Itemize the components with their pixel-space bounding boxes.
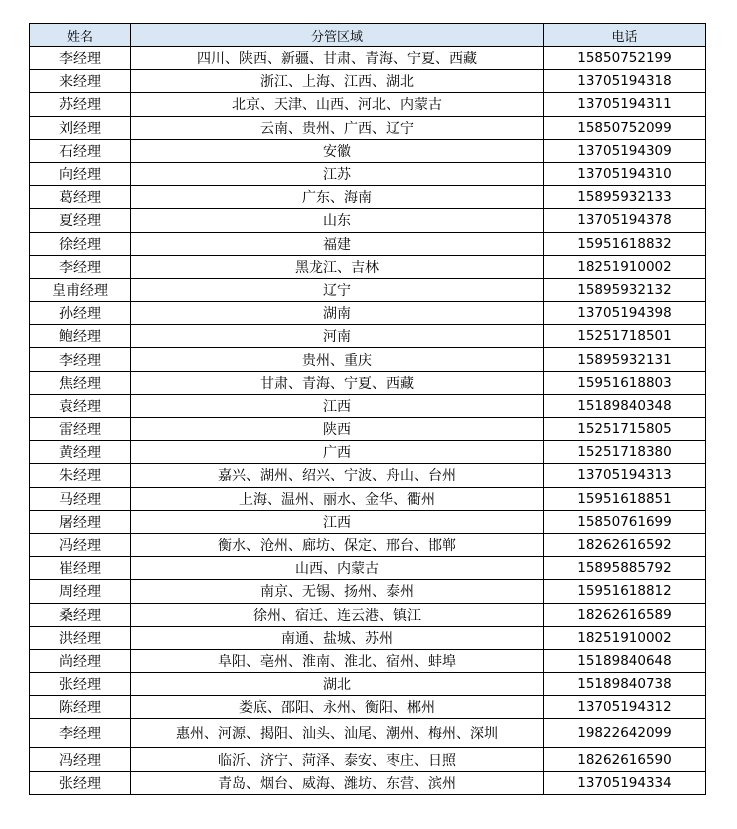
table-row — [30, 673, 706, 696]
phone-cell: 15951618812 — [544, 580, 706, 603]
area-cell: 山东 — [131, 209, 544, 232]
area-cell: 辽宁 — [131, 278, 544, 301]
table-row — [30, 748, 706, 771]
phone-cell: 15895932132 — [544, 278, 706, 301]
name-cell: 李经理 — [30, 348, 131, 371]
table-row — [30, 603, 706, 626]
phone-cell: 13705194398 — [544, 302, 706, 325]
table-row — [30, 580, 706, 603]
area-cell: 湖北 — [131, 673, 544, 696]
name-cell: 屠经理 — [30, 510, 131, 533]
table-row — [30, 394, 706, 417]
table-row — [30, 441, 706, 464]
table-row — [30, 93, 706, 116]
phone-cell: 18262616589 — [544, 603, 706, 626]
table-row — [30, 186, 706, 209]
area-cell: 安徽 — [131, 139, 544, 162]
name-cell: 李经理 — [30, 255, 131, 278]
name-cell: 冯经理 — [30, 748, 131, 771]
table-row — [30, 557, 706, 580]
name-cell: 鲍经理 — [30, 325, 131, 348]
area-cell: 江西 — [131, 510, 544, 533]
table-row — [30, 371, 706, 394]
table-row — [30, 649, 706, 672]
name-cell: 皇甫经理 — [30, 278, 131, 301]
name-cell: 黄经理 — [30, 441, 131, 464]
table-row — [30, 418, 706, 441]
area-cell: 江西 — [131, 394, 544, 417]
table-row — [30, 696, 706, 719]
phone-cell: 13705194318 — [544, 70, 706, 93]
area-cell: 河南 — [131, 325, 544, 348]
phone-cell: 15189840348 — [544, 394, 706, 417]
name-cell: 孙经理 — [30, 302, 131, 325]
name-cell: 桑经理 — [30, 603, 131, 626]
name-cell: 张经理 — [30, 673, 131, 696]
name-cell: 崔经理 — [30, 557, 131, 580]
area-cell: 江苏 — [131, 162, 544, 185]
name-cell: 周经理 — [30, 580, 131, 603]
name-cell: 李经理 — [30, 47, 131, 70]
phone-cell: 13705194334 — [544, 771, 706, 794]
area-cell: 南京、无锡、扬州、泰州 — [131, 580, 544, 603]
phone-cell: 15951618832 — [544, 232, 706, 255]
name-cell: 洪经理 — [30, 626, 131, 649]
table-row — [30, 209, 706, 232]
table-row — [30, 510, 706, 533]
table-row — [30, 348, 706, 371]
table-row — [30, 487, 706, 510]
table-row — [30, 464, 706, 487]
name-cell: 陈经理 — [30, 696, 131, 719]
phone-cell: 13705194311 — [544, 93, 706, 116]
area-cell: 湖南 — [131, 302, 544, 325]
phone-cell: 15189840738 — [544, 673, 706, 696]
area-cell: 广西 — [131, 441, 544, 464]
area-cell: 阜阳、亳州、淮南、淮北、宿州、蚌埠 — [131, 649, 544, 672]
name-cell: 袁经理 — [30, 394, 131, 417]
phone-cell: 15251718380 — [544, 441, 706, 464]
table-row — [30, 325, 706, 348]
name-cell: 雷经理 — [30, 418, 131, 441]
area-cell: 徐州、宿迁、连云港、镇江 — [131, 603, 544, 626]
phone-cell: 18251910002 — [544, 626, 706, 649]
area-cell: 福建 — [131, 232, 544, 255]
name-cell: 苏经理 — [30, 93, 131, 116]
area-cell: 青岛、烟台、威海、潍坊、东营、滨州 — [131, 771, 544, 794]
phone-cell: 15951618803 — [544, 371, 706, 394]
phone-cell: 18251910002 — [544, 255, 706, 278]
phone-cell: 15850752199 — [544, 47, 706, 70]
phone-cell: 15251718501 — [544, 325, 706, 348]
table-row — [30, 278, 706, 301]
name-cell: 石经理 — [30, 139, 131, 162]
phone-cell: 15850761699 — [544, 510, 706, 533]
phone-cell: 15895885792 — [544, 557, 706, 580]
phone-cell: 13705194378 — [544, 209, 706, 232]
phone-cell: 13705194313 — [544, 464, 706, 487]
phone-cell: 13705194312 — [544, 696, 706, 719]
phone-cell: 13705194310 — [544, 162, 706, 185]
table-row — [30, 47, 706, 70]
manager-region-table — [29, 23, 706, 795]
manager-table-container — [29, 23, 706, 795]
phone-cell: 15951618851 — [544, 487, 706, 510]
name-cell: 刘经理 — [30, 116, 131, 139]
area-cell: 浙江、上海、江西、湖北 — [131, 70, 544, 93]
area-cell: 广东、海南 — [131, 186, 544, 209]
name-cell: 李经理 — [30, 719, 131, 748]
table-row — [30, 533, 706, 556]
name-cell: 来经理 — [30, 70, 131, 93]
area-cell: 南通、盐城、苏州 — [131, 626, 544, 649]
table-row — [30, 719, 706, 748]
area-cell: 云南、贵州、广西、辽宁 — [131, 116, 544, 139]
area-cell: 甘肃、青海、宁夏、西藏 — [131, 371, 544, 394]
name-cell: 焦经理 — [30, 371, 131, 394]
phone-cell: 15189840648 — [544, 649, 706, 672]
name-cell: 向经理 — [30, 162, 131, 185]
area-cell: 黑龙江、吉林 — [131, 255, 544, 278]
name-cell: 尚经理 — [30, 649, 131, 672]
table-row — [30, 116, 706, 139]
phone-cell: 15895932131 — [544, 348, 706, 371]
area-cell: 嘉兴、湖州、绍兴、宁波、舟山、台州 — [131, 464, 544, 487]
area-cell: 娄底、邵阳、永州、衡阳、郴州 — [131, 696, 544, 719]
area-cell: 上海、温州、丽水、金华、衢州 — [131, 487, 544, 510]
name-cell: 葛经理 — [30, 186, 131, 209]
table-row — [30, 70, 706, 93]
name-cell: 马经理 — [30, 487, 131, 510]
phone-cell: 15251715805 — [544, 418, 706, 441]
phone-cell: 18262616592 — [544, 533, 706, 556]
header-row — [30, 24, 706, 47]
area-cell: 山西、内蒙古 — [131, 557, 544, 580]
table-row — [30, 139, 706, 162]
table-row — [30, 232, 706, 255]
area-cell: 临沂、济宁、菏泽、泰安、枣庄、日照 — [131, 748, 544, 771]
area-cell: 北京、天津、山西、河北、内蒙古 — [131, 93, 544, 116]
phone-cell: 15850752099 — [544, 116, 706, 139]
phone-cell: 15895932133 — [544, 186, 706, 209]
table-row — [30, 162, 706, 185]
header-phone: 电话 — [544, 24, 706, 47]
area-cell: 惠州、河源、揭阳、汕头、汕尾、潮州、梅州、深圳 — [131, 719, 544, 748]
name-cell: 夏经理 — [30, 209, 131, 232]
table-row — [30, 302, 706, 325]
table-row — [30, 771, 706, 794]
table-row — [30, 626, 706, 649]
name-cell: 冯经理 — [30, 533, 131, 556]
name-cell: 张经理 — [30, 771, 131, 794]
name-cell: 朱经理 — [30, 464, 131, 487]
phone-cell: 18262616590 — [544, 748, 706, 771]
area-cell: 衡水、沧州、廊坊、保定、邢台、邯郸 — [131, 533, 544, 556]
table-row — [30, 255, 706, 278]
header-name: 姓名 — [30, 24, 131, 47]
name-cell: 徐经理 — [30, 232, 131, 255]
phone-cell: 13705194309 — [544, 139, 706, 162]
area-cell: 四川、陕西、新疆、甘肃、青海、宁夏、西藏 — [131, 47, 544, 70]
area-cell: 陕西 — [131, 418, 544, 441]
phone-cell: 19822642099 — [544, 719, 706, 748]
header-area: 分管区域 — [131, 24, 544, 47]
area-cell: 贵州、重庆 — [131, 348, 544, 371]
